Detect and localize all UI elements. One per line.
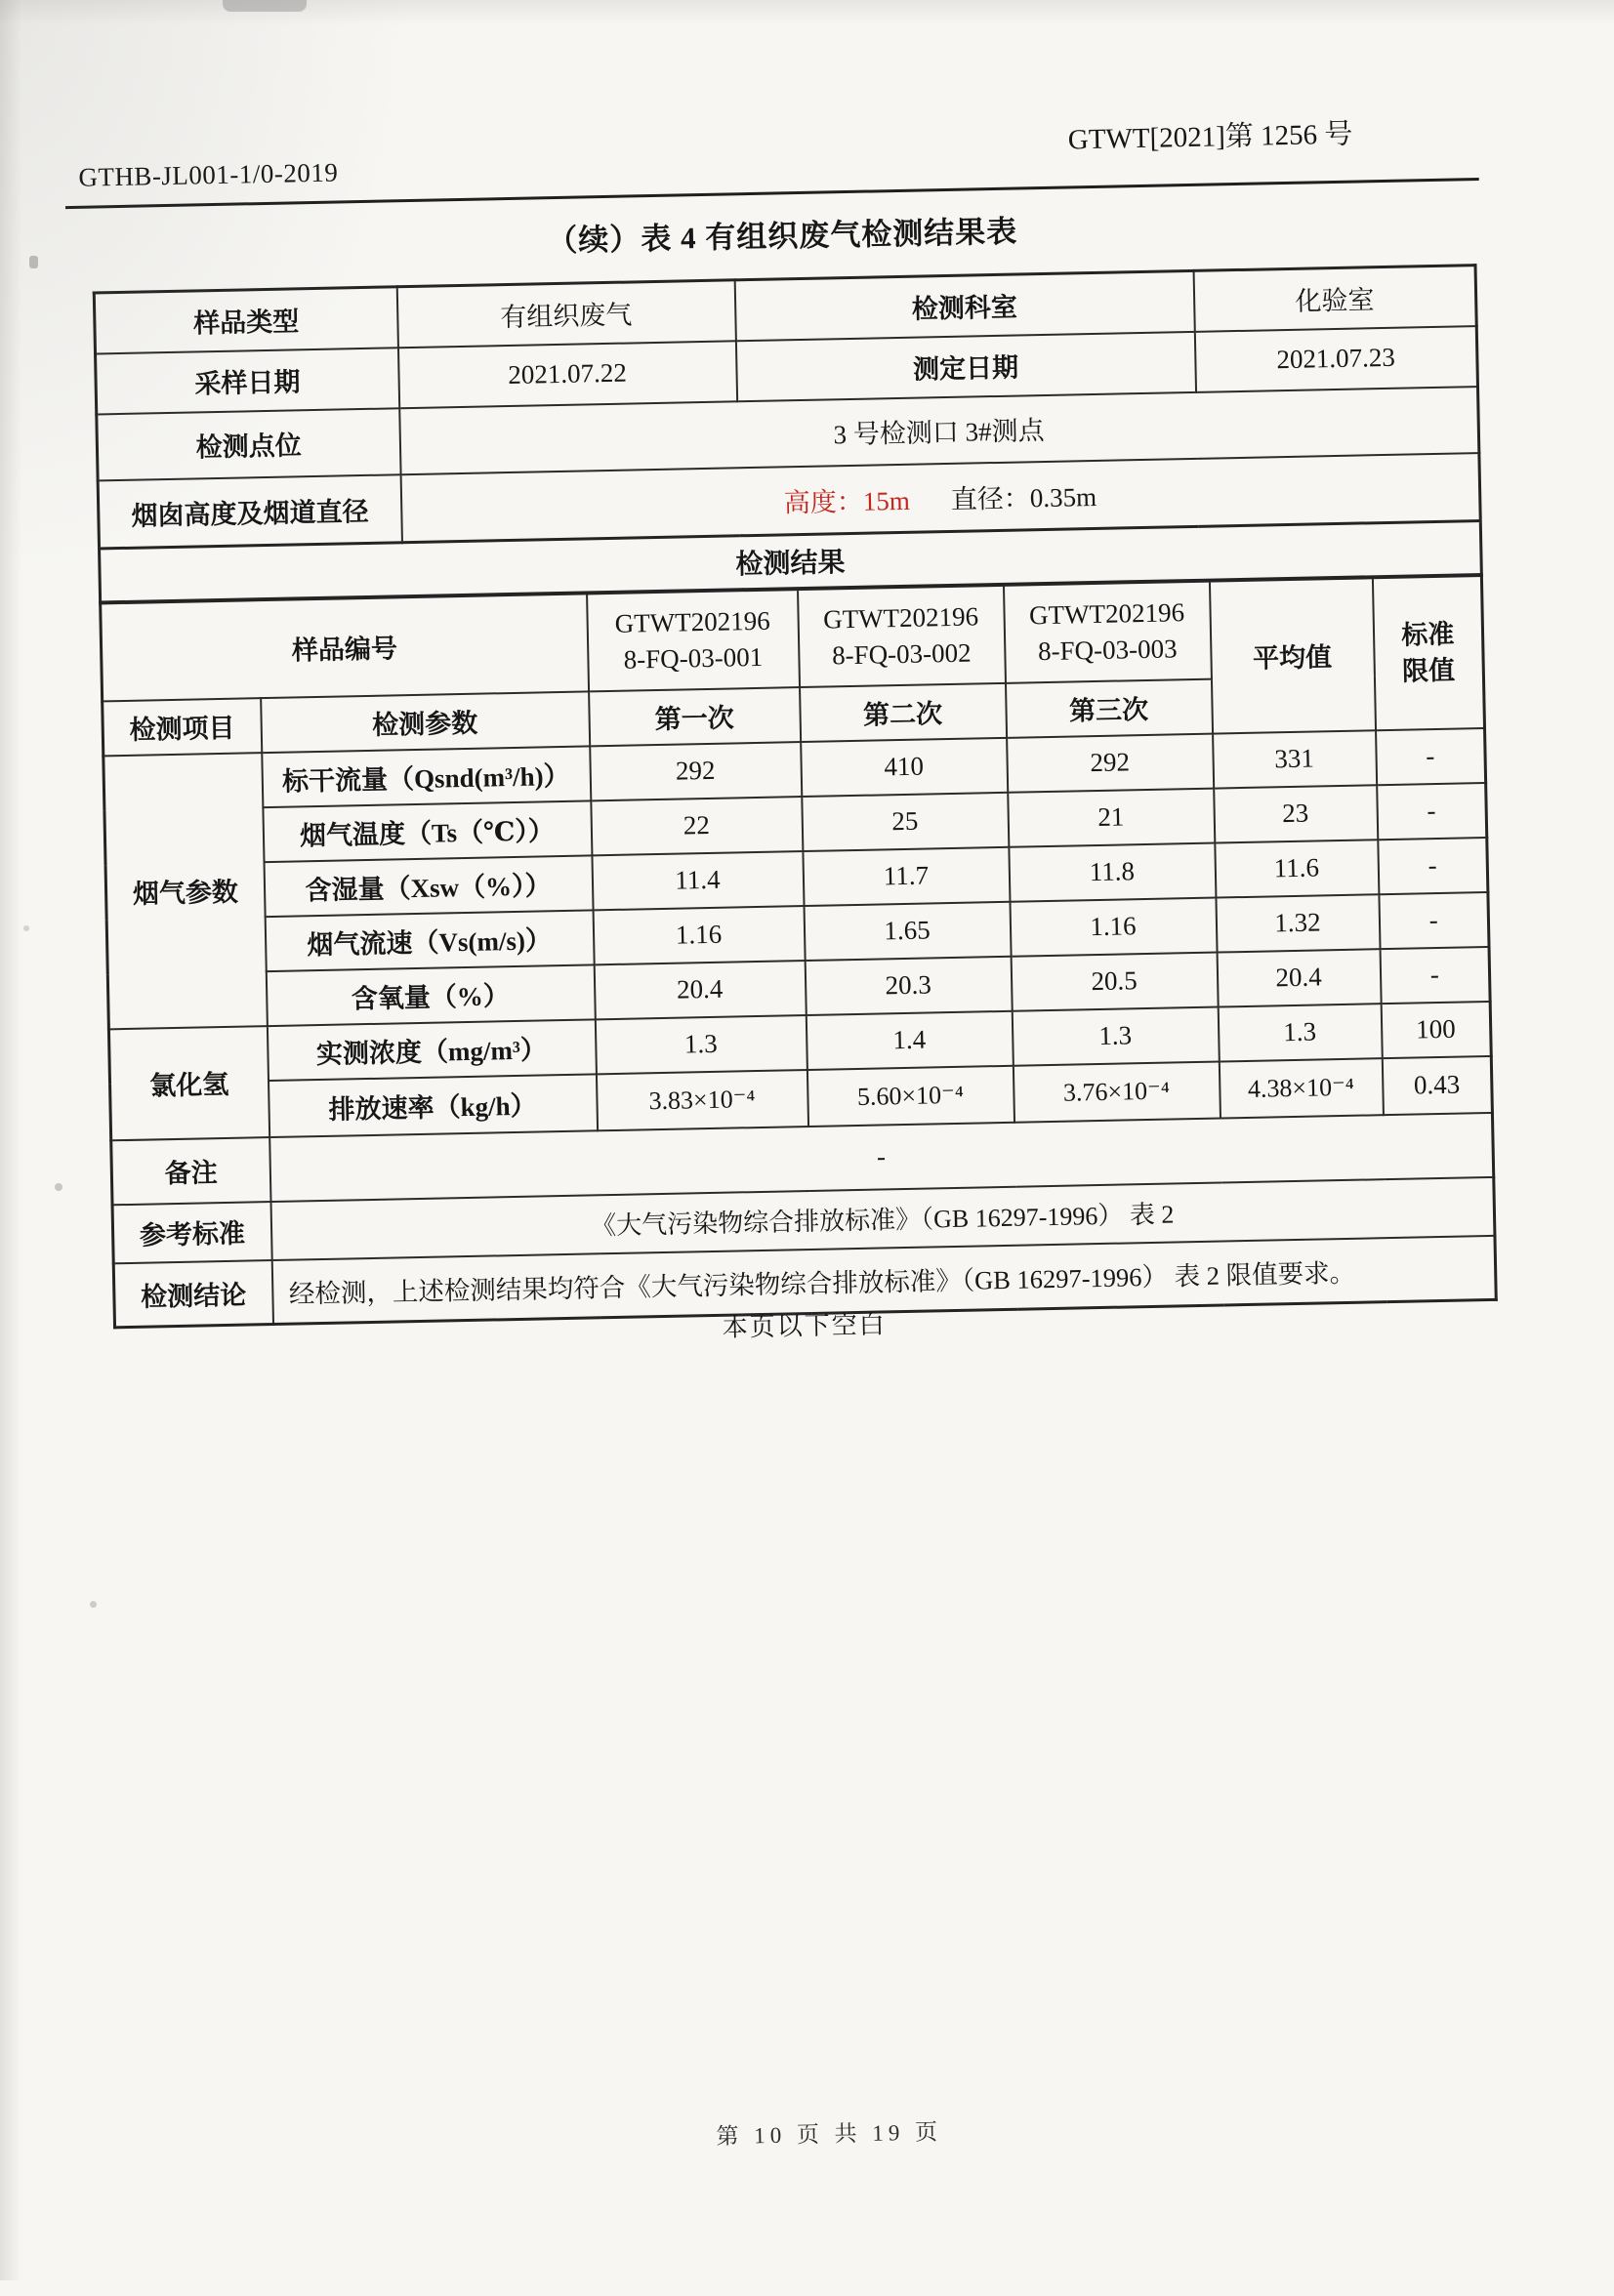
- cell-run3: 11.8: [1009, 842, 1216, 901]
- remark-label: 备注: [111, 1137, 270, 1205]
- cell-limit: 0.43: [1382, 1055, 1492, 1114]
- cell-run2: 20.3: [805, 956, 1012, 1014]
- sample-id-3: GTWT202196 8-FQ-03-003: [1003, 581, 1211, 682]
- cell-param: 含湿量（Xsw（%））: [264, 855, 593, 917]
- sample-id-1: GTWT202196 8-FQ-03-001: [587, 590, 800, 691]
- cell-limit: -: [1378, 837, 1488, 893]
- sample-type-value: 有组织废气: [396, 280, 735, 348]
- results-table: [99, 574, 1498, 1329]
- stack-diameter-value: 直径：0.35m: [950, 481, 1097, 514]
- cell-param: 标干流量（Qsnd(m³/h)）: [262, 746, 591, 807]
- cell-run2: 25: [802, 792, 1009, 850]
- conclusion-value: 经检测，上述检测结果均符合《大气污染物综合排放标准》（GB 16297-1996） 表 2 限值要求。: [271, 1235, 1496, 1324]
- limit-header: 标准 限值: [1372, 576, 1484, 730]
- cell-param: 含氧量（%）: [266, 964, 595, 1026]
- stack-label: 烟囱高度及烟道直径: [98, 474, 401, 549]
- cell-avg: 1.3: [1218, 1004, 1382, 1061]
- sample-id-2: GTWT202196 8-FQ-03-002: [798, 585, 1006, 686]
- cell-param: 烟气流速（Vs(m/s)）: [265, 910, 594, 971]
- cell-limit: -: [1377, 782, 1487, 839]
- cell-run3: 292: [1007, 733, 1214, 792]
- report-table: [93, 264, 1495, 1329]
- cell-run3: 1.16: [1010, 897, 1217, 956]
- test-date-label: 测定日期: [735, 331, 1195, 400]
- cell-run1: 292: [590, 742, 802, 800]
- document-code-left: GTHB-JL001-1/0-2019: [78, 157, 339, 192]
- run2-header: 第二次: [800, 682, 1007, 741]
- dept-value: 化验室: [1193, 266, 1476, 332]
- stack-height-value: 高度：15m: [783, 485, 911, 518]
- cell-avg: 4.38×10⁻⁴: [1219, 1058, 1383, 1118]
- cell-run3: 20.5: [1011, 952, 1218, 1010]
- run3-header: 第三次: [1005, 678, 1212, 737]
- result-band-title: 检测结果: [100, 521, 1482, 602]
- cell-limit: -: [1380, 946, 1490, 1003]
- blank-below-note: 本页以下空白: [722, 1310, 887, 1342]
- cell-param: 实测浓度（mg/m³）: [267, 1019, 596, 1081]
- spacer: [910, 509, 951, 510]
- sample-no-label: 样品编号: [101, 594, 589, 701]
- remark-value: -: [269, 1112, 1494, 1201]
- group-hcl-label: 氯化氢: [108, 1026, 269, 1140]
- cell-limit: 100: [1381, 1001, 1491, 1057]
- conclusion-label: 检测结论: [113, 1260, 272, 1328]
- cell-run2: 11.7: [803, 846, 1010, 905]
- dept-label: 检测科室: [734, 270, 1194, 340]
- page-title: （续）表 4 有组织废气检测结果表: [546, 214, 1018, 259]
- cell-run2: 1.4: [806, 1010, 1013, 1069]
- param-header: 检测参数: [261, 691, 590, 753]
- average-header: 平均值: [1209, 578, 1375, 733]
- reference-label: 参考标准: [112, 1202, 271, 1263]
- cell-run1: 20.4: [594, 961, 806, 1019]
- sample-type-label: 样品类型: [94, 287, 397, 353]
- cell-run3: 1.3: [1012, 1006, 1219, 1065]
- item-header: 检测项目: [103, 698, 262, 756]
- group-flue-gas-label: 烟气参数: [103, 753, 268, 1029]
- cell-run1: 22: [591, 797, 803, 855]
- cell-limit: -: [1376, 728, 1486, 785]
- info-table: [93, 264, 1483, 603]
- cell-avg: 20.4: [1217, 949, 1381, 1006]
- cell-avg: 11.6: [1215, 840, 1379, 897]
- point-value: 3 号检测口 3#测点: [399, 387, 1479, 474]
- cell-run1: 3.83×10⁻⁴: [596, 1070, 807, 1130]
- cell-run3: 21: [1008, 788, 1215, 846]
- cell-limit: -: [1379, 891, 1489, 948]
- document-code-right: GTWT[2021]第 1256 号: [1067, 118, 1353, 156]
- cell-avg: 1.32: [1216, 894, 1380, 952]
- cell-run1: 11.4: [592, 851, 804, 910]
- test-date-value: 2021.07.23: [1194, 326, 1477, 392]
- cell-run1: 1.3: [595, 1015, 807, 1074]
- cell-param: 烟气温度（Ts（℃））: [263, 800, 592, 862]
- cell-avg: 331: [1213, 730, 1377, 788]
- reference-value: 《大气污染物综合排放标准》（GB 16297-1996） 表 2: [270, 1176, 1495, 1259]
- sampling-date-value: 2021.07.22: [397, 341, 736, 408]
- page-number-footer: 第 10 页 共 19 页: [716, 2119, 943, 2150]
- sampling-date-label: 采样日期: [96, 348, 399, 414]
- cell-run1: 1.16: [593, 906, 805, 964]
- cell-param: 排放速率（kg/h）: [269, 1074, 598, 1137]
- cell-run2: 5.60×10⁻⁴: [807, 1065, 1014, 1126]
- cell-run2: 410: [801, 737, 1008, 796]
- cell-avg: 23: [1214, 785, 1378, 842]
- point-label: 检测点位: [97, 408, 400, 480]
- run1-header: 第一次: [589, 687, 801, 746]
- cell-run2: 1.65: [804, 901, 1011, 960]
- cell-run3: 3.76×10⁻⁴: [1013, 1061, 1220, 1122]
